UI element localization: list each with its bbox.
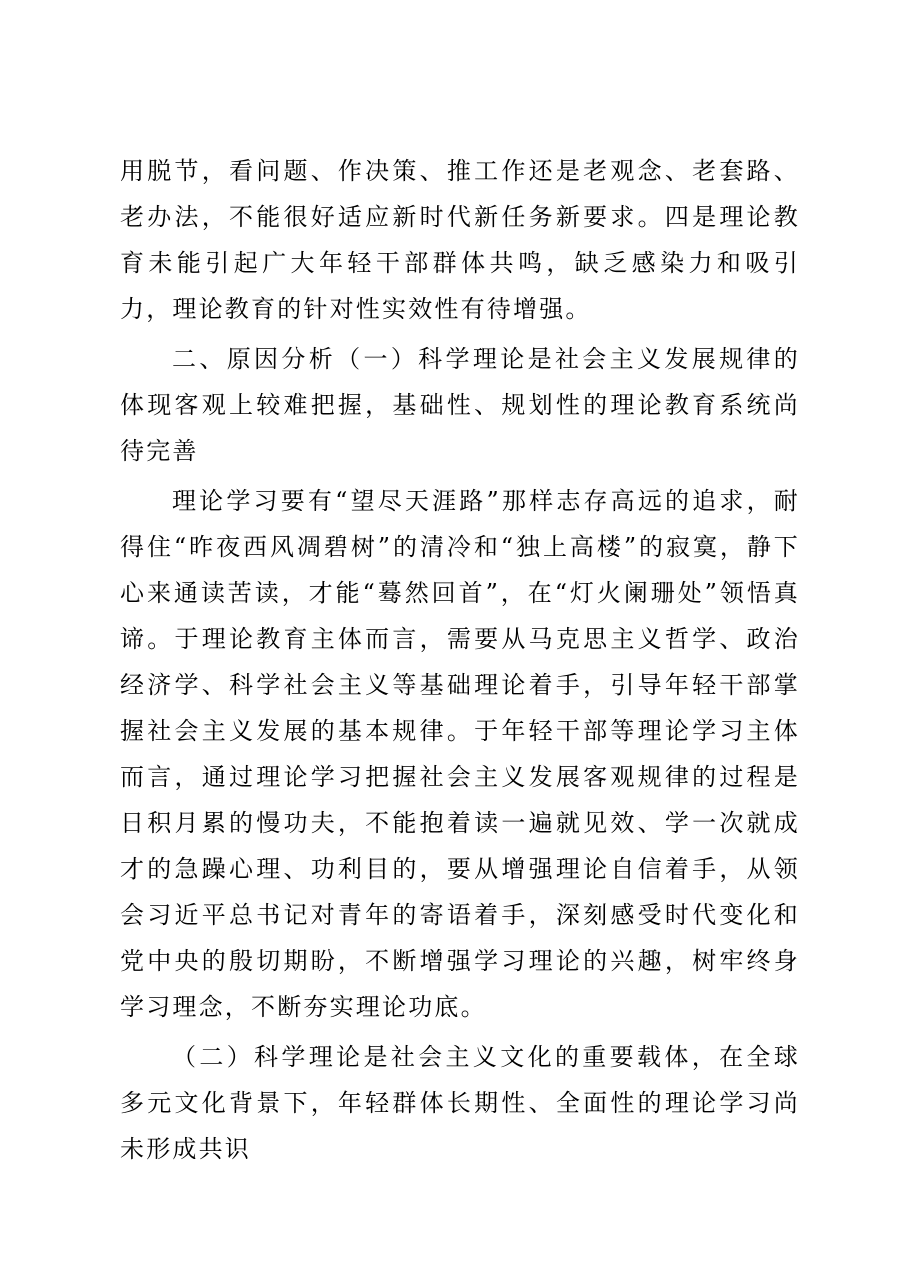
paragraph-continuation: 用脱节，看问题、作决策、推工作还是老观念、老套路、老办法，不能很好适应新时代新任务新要求。四是理论教育未能引起广大年轻干部群体共鸣，缺乏感染力和吸引力，理论教育的针对性实效性有待增强。 (120, 157, 800, 323)
document-body (120, 148, 800, 1172)
paragraph-theory-study: 理论学习要有“望尽天涯路”那样志存高远的追求，耐得住“昨夜西风凋碧树”的清冷和“独上高楼”的寂寞，静下心来通读苦读，才能“蓦然回首”，在“灯火阑珊处”领悟真谛。于理论教育主体而言，需要从马克思主义哲学、政治经济学、科学社会主义等基础理论着手，引导年轻干部掌握社会主义发展的基本规律。于年轻干部等理论学习主体而言，通过理论学习把握社会主义发展客观规律的过程是日积月累的慢功夫，不能抱着读一遍就见效、学一次就成才的急躁心理、功利目的，要从增强理论自信着手，从领会习近平总书记对青年的寄语着手，深刻感受时代变化和党中央的殷切期盼，不断增强学习理论的兴趣，树牢终身学习理念，不断夯实理论功底。 (120, 487, 800, 1021)
paragraph-subsection-heading: （二）科学理论是社会主义文化的重要载体，在全球多元文化背景下，年轻群体长期性、全面性的理论学习尚未形成共识 (120, 1043, 800, 1163)
paragraph-section-heading: 二、原因分析（一）科学理论是社会主义发展规律的体现客观上较难把握，基础性、规划性的理论教育系统尚待完善 (120, 345, 800, 465)
